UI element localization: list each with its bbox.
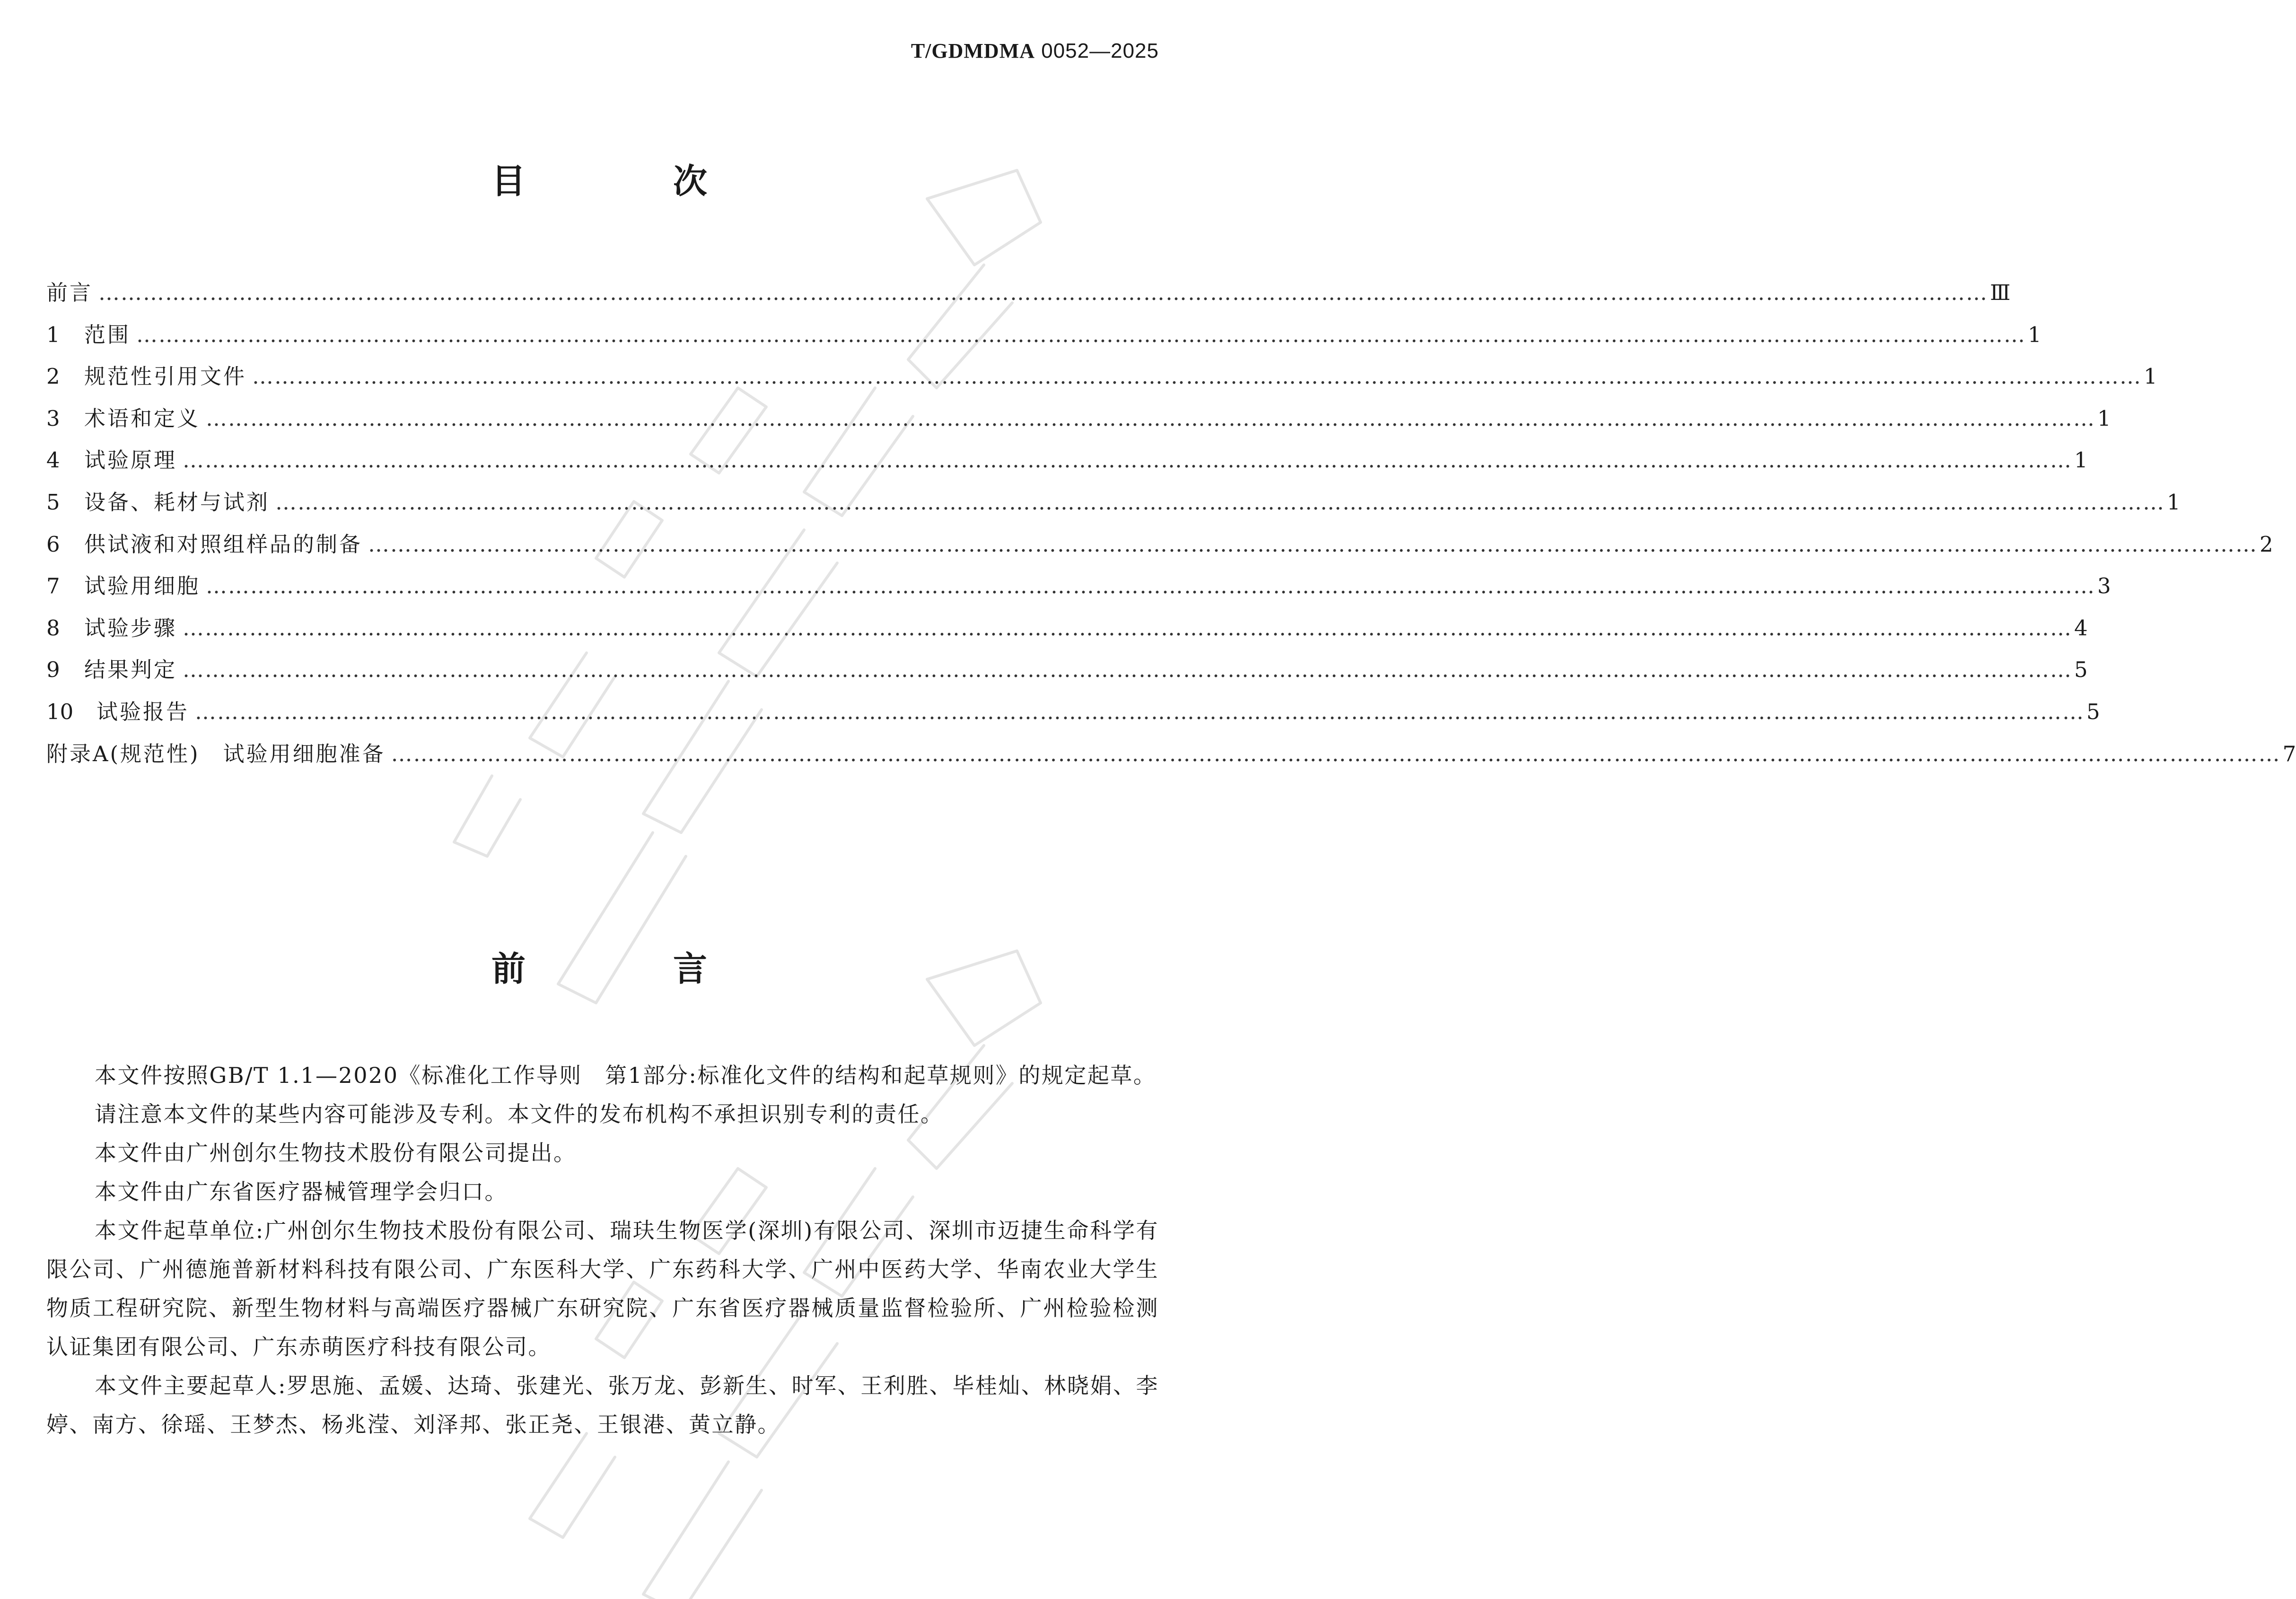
toc-leader-dots: ………………………………………………………………………………………………………………………………………………………………………………………………………………………………… [368, 531, 2258, 557]
toc-entry-label: 试验步骤 [84, 615, 177, 641]
toc-leader-dots: ………………………………………………………………………………………………………………………………………………………………………………………………………………………………… [206, 405, 2096, 431]
toc-entry-test-steps[interactable] [46, 611, 2088, 653]
toc-entry-page: 5 [2074, 657, 2088, 683]
toc-entry-terms-definitions[interactable] [46, 401, 2111, 443]
table-of-contents [46, 275, 2296, 778]
toc-entry-number: 10 [46, 699, 74, 724]
toc-entry-foreword[interactable] [46, 275, 2011, 317]
foreword-paragraph: 请注意本文件的某些内容可能涉及专利。本文件的发布机构不承担识别专利的责任。 [95, 1101, 944, 1127]
toc-entry-test-cells[interactable] [46, 569, 2111, 611]
toc-entry-page: 2 [2260, 531, 2273, 557]
toc-leader-dots: ………………………………………………………………………………………………………………………………………………………………………………………………………………………………… [252, 364, 2142, 389]
toc-entry-number: 1 [46, 322, 60, 347]
toc-entry-page: 7 [2282, 741, 2296, 766]
toc-leader-dots: ………………………………………………………………………………………………………………………………………………………………………………………………………………………………… [183, 657, 2073, 683]
toc-entry-number: 4 [46, 448, 60, 473]
toc-entry-page: 1 [2144, 364, 2157, 389]
toc-title: 目 次 [491, 161, 764, 201]
toc-leader-dots: ………………………………………………………………………………………………………………………………………………………………………………………………………………………………… [136, 322, 2026, 347]
toc-leader-dots: ………………………………………………………………………………………………………………………………………………………………………………………………………………………………… [195, 699, 2085, 724]
toc-entry-page: 4 [2074, 615, 2088, 641]
standard-code [911, 39, 1159, 63]
toc-entry-number: 2 [46, 364, 60, 389]
toc-entry-label: 前言 [46, 280, 93, 305]
toc-entry-normative-references[interactable] [46, 359, 2157, 401]
toc-entry-page: 1 [2167, 489, 2181, 515]
toc-entry-label: 规范性引用文件 [84, 364, 247, 389]
toc-leader-dots: ………………………………………………………………………………………………………………………………………………………………………………………………………………………………… [206, 573, 2096, 599]
toc-entry-label: 试验用细胞 [84, 573, 201, 599]
foreword-title: 前 言 [491, 949, 764, 989]
toc-entry-page: 5 [2086, 699, 2100, 724]
toc-leader-dots: ………………………………………………………………………………………………………………………………………………………………………………………………………………………………… [183, 448, 2073, 473]
toc-entry-page: 1 [2074, 448, 2088, 473]
toc-entry-label: 试验原理 [84, 448, 177, 473]
toc-entry-page: 3 [2097, 573, 2111, 599]
foreword-body [46, 1056, 1159, 1444]
foreword-paragraph: 本文件主要起草人:罗思施、孟媛、达琦、张建光、张万龙、彭新生、时军、王利胜、毕桂灿、林晓娟、李婷、南方、徐瑶、王梦杰、杨兆滢、刘泽邦、张正尧、王银港、黄立静。 [46, 1373, 1159, 1437]
foreword-paragraph: 本文件由广州创尔生物技术股份有限公司提出。 [95, 1140, 577, 1166]
toc-entry-label: 附录A(规范性) 试验用细胞准备 [46, 741, 386, 766]
toc-entry-scope[interactable] [46, 317, 2042, 360]
toc-entry-annex-a[interactable] [46, 737, 2296, 779]
toc-entry-number: 5 [46, 489, 60, 515]
toc-entry-test-report[interactable] [46, 694, 2100, 737]
toc-entry-page: 1 [2028, 322, 2042, 347]
toc-entry-label: 试验报告 [96, 699, 190, 724]
toc-entry-label: 设备、耗材与试剂 [84, 489, 270, 515]
foreword-paragraph: 本文件由广东省医疗器械管理学会归口。 [95, 1179, 508, 1204]
toc-entry-page: Ⅲ [1990, 280, 2011, 305]
toc-entry-label: 供试液和对照组样品的制备 [84, 531, 363, 557]
foreword-paragraph: 本文件按照GB/T 1.1—2020《标准化工作导则 第1部分:标准化文件的结构和起草规则》的规定起草。 [95, 1063, 1157, 1088]
toc-entry-number: 6 [46, 531, 60, 557]
toc-entry-number: 7 [46, 573, 60, 599]
toc-entry-test-principle[interactable] [46, 443, 2088, 485]
toc-entry-number: 8 [46, 615, 60, 641]
toc-leader-dots: ………………………………………………………………………………………………………………………………………………………………………………………………………………………………… [391, 741, 2281, 766]
toc-leader-dots: ………………………………………………………………………………………………………………………………………………………………………………………………………………………………… [183, 615, 2073, 641]
toc-entry-label: 结果判定 [84, 657, 177, 683]
toc-entry-label: 术语和定义 [84, 405, 201, 431]
toc-entry-result-judgment[interactable] [46, 652, 2088, 694]
toc-entry-number: 3 [46, 405, 60, 431]
toc-entry-page: 1 [2097, 405, 2111, 431]
toc-entry-equipment[interactable] [46, 485, 2181, 527]
standard-org-code: T/GDMDMA [911, 39, 1035, 62]
standard-doc-number: 0052—2025 [1041, 39, 1159, 62]
foreword-paragraph: 本文件起草单位:广州创尔生物技术股份有限公司、瑞玞生物医学(深圳)有限公司、深圳市迈捷生命科学有限公司、广州德施普新材料科技有限公司、广东医科大学、广东药科大学、广州中医药大学、华南农业大学生物质工程研究院、新型生物材料与高端医疗器械广东研究院、广东省医疗器械质量监督检验所、广州检验检测认证集团有限公司、广东赤萌医疗科技有限公司。 [46, 1218, 1159, 1360]
toc-entry-label: 范围 [84, 322, 131, 347]
toc-entry-sample-preparation[interactable] [46, 527, 2273, 569]
toc-leader-dots: ………………………………………………………………………………………………………………………………………………………………………………………………………………………………… [275, 489, 2165, 515]
toc-leader-dots: ………………………………………………………………………………………………………………………………………………………………………………………………………………………………… [98, 280, 1989, 305]
toc-entry-number: 9 [46, 657, 60, 683]
